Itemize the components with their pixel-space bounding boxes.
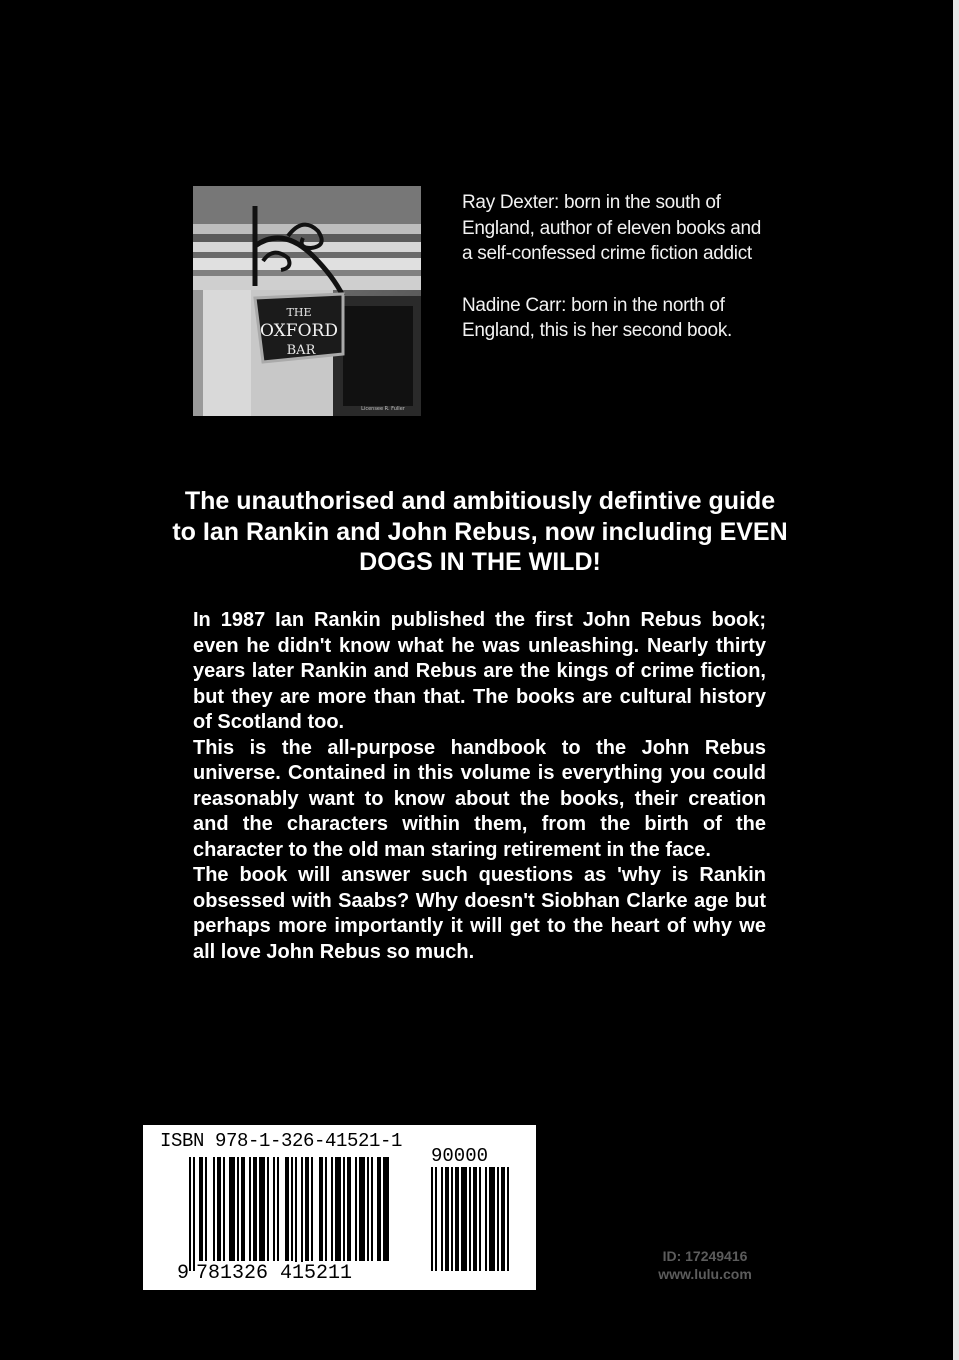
barcode-bar	[435, 1167, 437, 1271]
sign-bottom-text: BAR	[286, 343, 316, 358]
barcode-bar	[305, 1157, 309, 1261]
author-bio-ray: Ray Dexter: born in the south of England, author of eleven books and a self-confessed crime fiction addict	[462, 192, 762, 264]
barcode-bar	[359, 1157, 365, 1261]
oxford-bar-photo	[193, 186, 421, 416]
barcode-bar	[445, 1167, 449, 1271]
isbn-number: ISBN 978-1-326-41521-1	[160, 1130, 403, 1152]
publisher-id: ID: 17249416	[662, 1248, 748, 1264]
page-edge	[953, 0, 959, 1360]
oxford-bar-photo-illustration	[193, 186, 421, 416]
barcode-bar	[497, 1167, 499, 1271]
barcode-bar	[259, 1157, 265, 1261]
barcode-bar	[377, 1157, 381, 1261]
barcode-bar	[355, 1157, 357, 1261]
barcode-bar	[273, 1157, 275, 1261]
blurb-paragraph: The book will answer such questions as 'why is Rankin obsessed with Saabs? Why doesn't Siobhan Clarke age but perhaps more importantly it will get to the heart of why we all love John Rebus so much.	[193, 864, 766, 963]
barcode-bar	[347, 1157, 351, 1261]
window-caption: Licensee R. Fuller	[361, 406, 405, 412]
price-code: 90000	[431, 1145, 489, 1167]
barcode-bar	[193, 1157, 195, 1271]
barcode-bar	[507, 1167, 509, 1271]
author-bios	[462, 190, 762, 370]
barcode-bar	[469, 1167, 471, 1271]
barcode-bar	[249, 1157, 251, 1261]
barcode-bar	[461, 1167, 467, 1271]
barcode-bars	[189, 1157, 391, 1271]
barcode-bar	[301, 1157, 303, 1271]
barcode-bar	[253, 1157, 257, 1261]
barcode-bar	[371, 1157, 373, 1261]
ean-digits-text: 781326 415211	[196, 1262, 353, 1285]
publisher-info	[640, 1247, 770, 1283]
barcode-bar	[431, 1167, 433, 1271]
barcode-bar	[213, 1157, 215, 1261]
ean-digits	[195, 1262, 390, 1285]
headline: The unauthorised and ambitiously defintive guide to Ian Rankin and John Rebus, now including EVEN DOGS IN THE WILD!	[172, 487, 788, 576]
barcode-bar	[217, 1157, 221, 1261]
ean-first-digit: 9	[177, 1262, 190, 1285]
barcode-bar	[311, 1157, 313, 1261]
barcode-bar	[291, 1157, 293, 1261]
isbn-barcode	[143, 1125, 536, 1290]
barcode-bar	[479, 1167, 481, 1271]
barcode-bar	[501, 1167, 505, 1271]
publisher-website: www.lulu.com	[658, 1266, 752, 1282]
barcode-bar	[473, 1167, 477, 1271]
barcode-bar	[455, 1167, 459, 1271]
barcode-bar	[335, 1157, 341, 1261]
barcode-bar	[199, 1157, 203, 1261]
barcode-bar	[319, 1157, 323, 1261]
barcode-bar	[285, 1157, 289, 1261]
barcode-bar	[489, 1167, 495, 1271]
blurb-paragraph: In 1987 Ian Rankin published the first John Rebus book; even he didn't know what he was unleashing. Nearly thirty years later Rankin and Rebus are the kings of crime fiction, but they are more than that. The books are cultural history of Scotland too.	[193, 609, 766, 733]
barcode-bar	[325, 1157, 327, 1261]
barcode-bar	[229, 1157, 235, 1261]
blurb	[193, 608, 766, 965]
author-bio-nadine: Nadine Carr: born in the north of England, this is her second book.	[462, 294, 732, 341]
barcode-bar	[331, 1157, 333, 1261]
sign-top-text: THE	[286, 306, 312, 319]
barcode-bar	[189, 1157, 191, 1271]
barcode-bar	[343, 1157, 345, 1261]
barcode-bar	[451, 1167, 453, 1271]
barcode-bar	[223, 1157, 225, 1261]
barcode-bar	[295, 1157, 297, 1271]
barcode-bar	[277, 1157, 279, 1261]
barcode-bar	[237, 1157, 239, 1261]
barcode-bar	[383, 1157, 389, 1261]
barcode-bar	[485, 1167, 487, 1271]
barcode-bar	[205, 1157, 207, 1261]
sign-middle-text: OXFORD	[260, 321, 338, 341]
barcode-bar	[267, 1157, 269, 1261]
barcode-bar	[441, 1167, 443, 1271]
barcode-bar	[241, 1157, 245, 1261]
barcode-bar	[367, 1157, 369, 1261]
addon-barcode-bars	[431, 1167, 514, 1271]
blurb-paragraph: This is the all-purpose handbook to the John Rebus universe. Contained in this volume is everything you could reasonably want to know about the books, their creation and the characters within them, from the birth of the character to the old man staring retirement in the face.	[193, 736, 766, 861]
